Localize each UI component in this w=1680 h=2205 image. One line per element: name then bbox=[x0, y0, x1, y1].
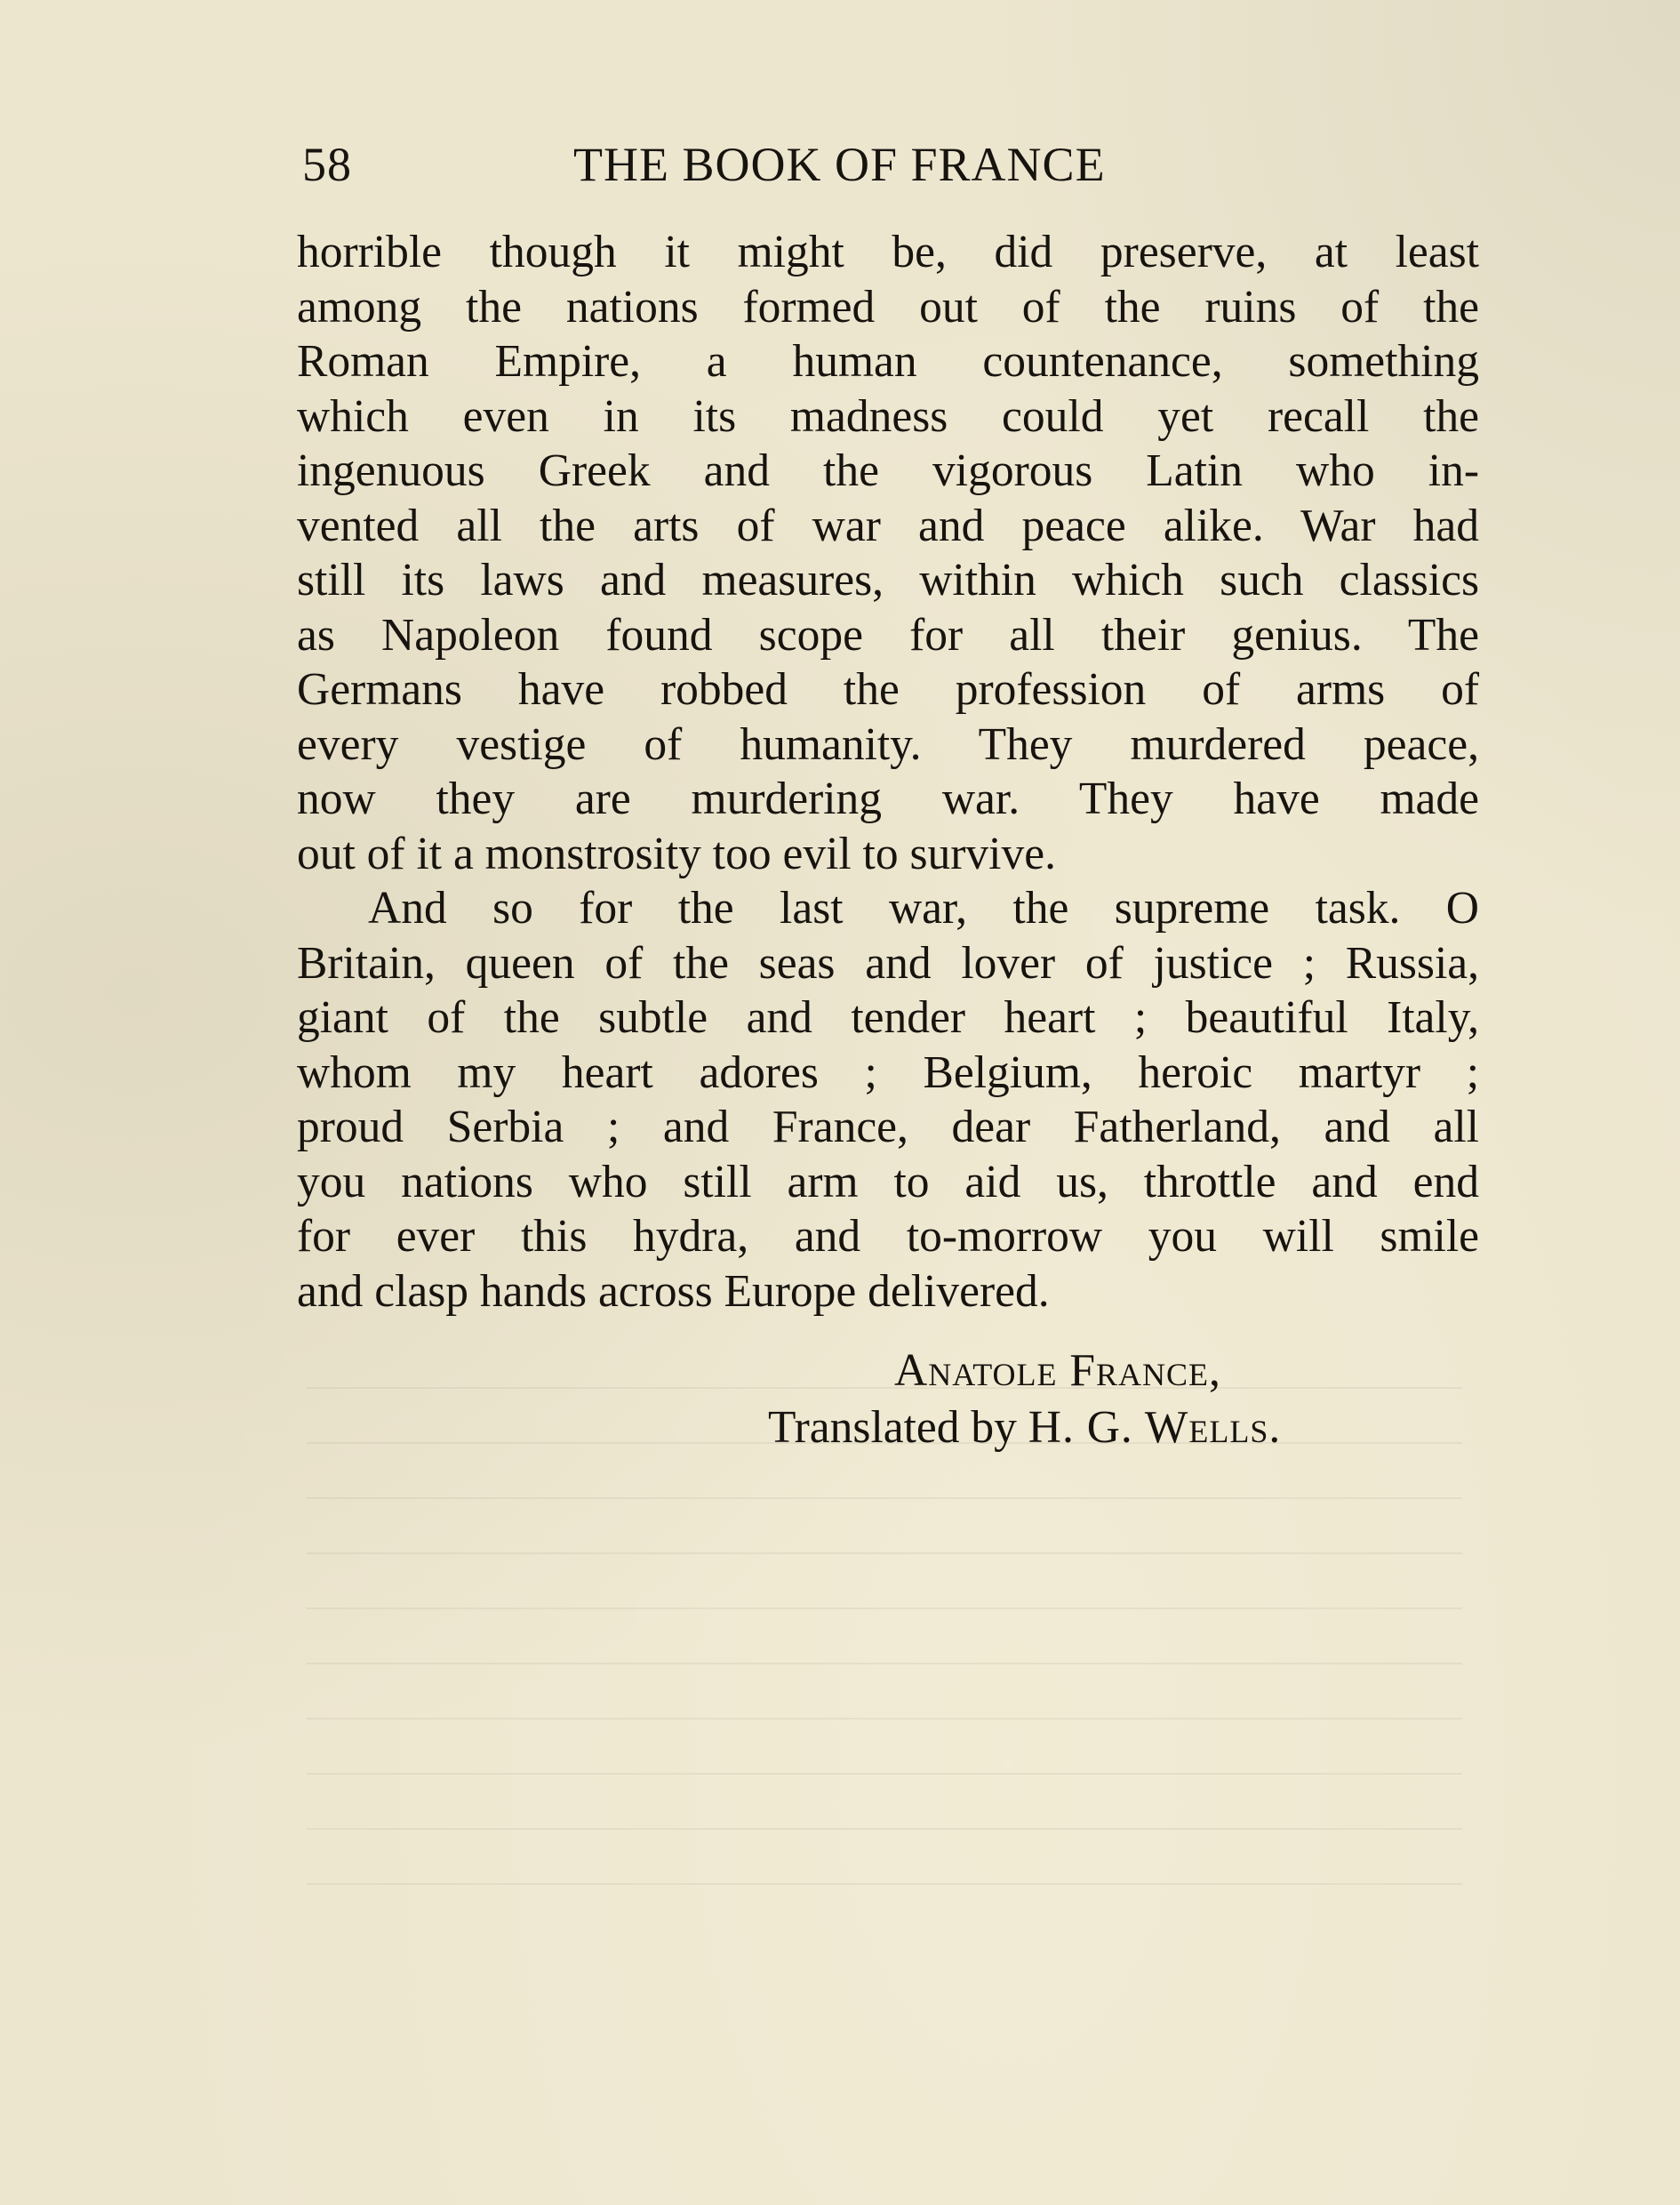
text-line: Britain, queen of the seas and lover of justice ; Russia, bbox=[297, 937, 1479, 989]
translator-credit bbox=[768, 1399, 1281, 1456]
text-line: Roman Empire, a human countenance, something bbox=[297, 336, 1479, 387]
show-through-texture bbox=[307, 1387, 1462, 1920]
text-line: every vestige of humanity. They murdered peace, bbox=[297, 718, 1479, 770]
translator-prefix: Translated by bbox=[768, 1402, 1017, 1453]
paragraph-first-line: And so for the last war, the supreme task. O bbox=[368, 883, 1479, 934]
text-line: you nations who still arm to aid us, throttle and end bbox=[297, 1156, 1479, 1207]
text-line: proud Serbia ; and France, dear Fatherland, and all bbox=[297, 1102, 1479, 1152]
body-text bbox=[297, 225, 1479, 1319]
text-line: now they are murdering war. They have made bbox=[297, 774, 1479, 824]
text-line: vented all the arts of war and peace alike. War had bbox=[297, 500, 1479, 551]
text-line: among the nations formed out of the ruins of the bbox=[297, 281, 1479, 333]
text-line: for ever this hydra, and to-morrow you will smile bbox=[297, 1211, 1479, 1262]
text-line: horrible though it might be, did preserve, at least bbox=[297, 227, 1479, 277]
translator-name: H. G. Wells. bbox=[1028, 1402, 1282, 1453]
text-line: Germans have robbed the profession of arms of bbox=[297, 664, 1479, 715]
text-line: ingenuous Greek and the vigorous Latin who in- bbox=[297, 445, 1479, 496]
author-signature: Anatole France, bbox=[894, 1345, 1221, 1396]
text-line: which even in its madness could yet recall the bbox=[297, 390, 1479, 442]
paragraph-last-line: out of it a monstrosity too evil to survive. bbox=[297, 828, 1056, 879]
page-number: 58 bbox=[302, 138, 352, 191]
text-line: whom my heart adores ; Belgium, heroic martyr ; bbox=[297, 1046, 1479, 1098]
text-line: still its laws and measures, within which such classics bbox=[297, 555, 1479, 605]
text-line: giant of the subtle and tender heart ; beautiful Italy, bbox=[297, 992, 1479, 1043]
text-line: as Napoleon found scope for all their genius. The bbox=[297, 609, 1479, 661]
running-head bbox=[300, 133, 1225, 196]
running-title: THE BOOK OF FRANCE bbox=[573, 138, 1106, 191]
paragraph-last-line: and clasp hands across Europe delivered. bbox=[297, 1265, 1050, 1317]
